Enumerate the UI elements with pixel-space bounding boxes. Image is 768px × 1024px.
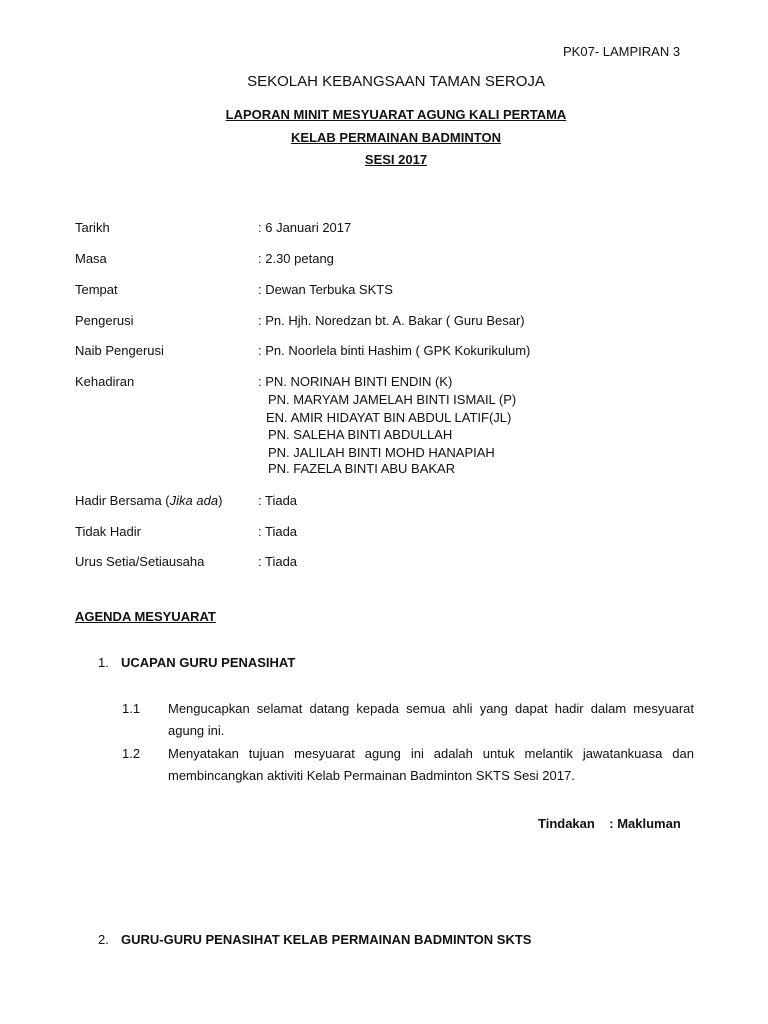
pengerusi-label: Pengerusi — [75, 313, 134, 328]
tarikh-label: Tarikh — [75, 220, 110, 235]
sub-item-text: Menyatakan tujuan mesyuarat agung ini adalah untuk melantik jawatankuasa dan membincangkan aktiviti Kelab Permainan Badminton SKTS Sesi 2017. — [168, 746, 694, 783]
attendee-line: PN. SALEHA BINTI ABDULLAH — [268, 427, 453, 442]
action-note: Tindakan : Makluman — [538, 816, 681, 831]
attendee-line: EN. AMIR HIDAYAT BIN ABDUL LATIF(JL) — [266, 410, 512, 425]
sub-item-text: Mengucapkan selamat datang kepada semua ahli yang dapat hadir dalam mesyuarat agung ini. — [168, 701, 694, 738]
naib-pengerusi-label: Naib Pengerusi — [75, 343, 164, 358]
sub-item-number: 1.2 — [122, 746, 141, 761]
urus-setia-label: Urus Setia/Setiausaha — [75, 554, 205, 569]
sub-item-number: 1.1 — [122, 701, 141, 716]
tempat-value: : Dewan Terbuka SKTS — [258, 282, 393, 297]
pengerusi-value: : Pn. Hjh. Noredzan bt. A. Bakar ( Guru Besar) — [258, 313, 525, 328]
kehadiran-label: Kehadiran — [75, 374, 135, 389]
tidak-hadir-value: : Tiada — [258, 524, 298, 539]
attendee-line: PN. MARYAM JAMELAH BINTI ISMAIL (P) — [268, 392, 517, 407]
attendee-line: PN. FAZELA BINTI ABU BAKAR — [268, 461, 456, 476]
masa-value: : 2.30 petang — [258, 251, 334, 266]
naib-pengerusi-value: : Pn. Noorlela binti Hashim ( GPK Kokurikulum) — [258, 343, 531, 358]
agenda-item-number: 1. — [98, 655, 109, 670]
agenda-item-title: UCAPAN GURU PENASIHAT — [121, 655, 296, 670]
attendee-line: : PN. NORINAH BINTI ENDIN (K) — [258, 374, 453, 389]
tidak-hadir-label: Tidak Hadir — [75, 524, 141, 539]
reference-code: PK07- LAMPIRAN 3 — [563, 44, 681, 59]
club-name: KELAB PERMAINAN BADMINTON — [291, 130, 501, 145]
attendee-line: PN. JALILAH BINTI MOHD HANAPIAH — [268, 445, 495, 460]
report-title: LAPORAN MINIT MESYUARAT AGUNG KALI PERTAMA — [225, 107, 567, 122]
hadir-bersama-value: : Tiada — [258, 493, 298, 508]
agenda-item-number: 2. — [98, 932, 109, 947]
urus-setia-value: : Tiada — [258, 554, 298, 569]
agenda-item-title: GURU-GURU PENASIHAT KELAB PERMAINAN BADMINTON SKTS — [121, 932, 532, 947]
tarikh-value: : 6 Januari 2017 — [258, 220, 352, 235]
tempat-label: Tempat — [75, 282, 118, 297]
school-name: SEKOLAH KEBANGSAAN TAMAN SEROJA — [247, 73, 545, 90]
agenda-heading: AGENDA MESYUARAT — [75, 609, 216, 624]
hadir-bersama-label: Hadir Bersama (Jika ada) — [75, 493, 223, 508]
session-year: SESI 2017 — [364, 152, 428, 167]
masa-label: Masa — [75, 251, 107, 266]
